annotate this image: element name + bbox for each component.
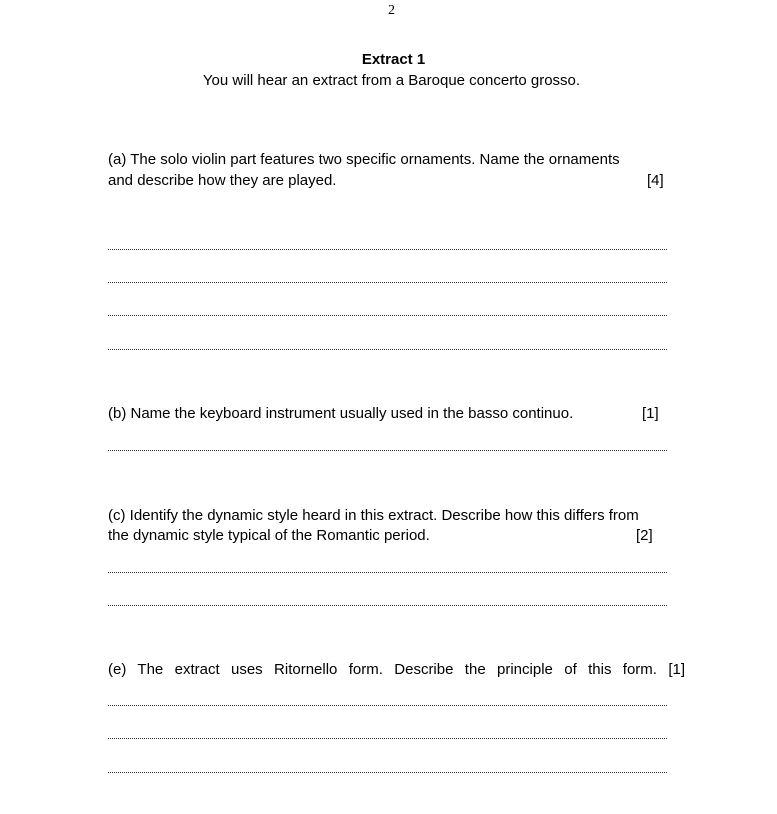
answer-line[interactable] <box>108 282 667 283</box>
question-e-text-line1: (e) The extract uses Ritornello form. Describe the principle of this form. [1] <box>108 661 685 678</box>
question-c-text-line1: (c) Identify the dynamic style heard in this extract. Describe how this differs from <box>108 507 639 524</box>
question-c-text-line2: the dynamic style typical of the Romantic period. <box>108 527 430 544</box>
answer-line[interactable] <box>108 572 667 573</box>
page-number: 2 <box>388 3 395 18</box>
question-c-marks: [2] <box>636 527 653 544</box>
question-b-marks: [1] <box>642 405 659 422</box>
answer-line[interactable] <box>108 738 667 739</box>
extract-intro: You will hear an extract from a Baroque concerto grosso. <box>202 72 581 89</box>
answer-line[interactable] <box>108 315 667 316</box>
extract-title: Extract 1 <box>361 51 426 68</box>
answer-line[interactable] <box>108 450 667 451</box>
question-a-marks: [4] <box>647 172 664 189</box>
question-a-text-line2: and describe how they are played. <box>108 172 337 189</box>
question-a-text-line1: (a) The solo violin part features two specific ornaments. Name the ornaments <box>108 151 620 168</box>
answer-line[interactable] <box>108 249 667 250</box>
answer-line[interactable] <box>108 772 667 773</box>
question-b-text-line1: (b) Name the keyboard instrument usually used in the basso continuo. <box>108 405 574 422</box>
answer-line[interactable] <box>108 605 667 606</box>
answer-line[interactable] <box>108 349 667 350</box>
answer-line[interactable] <box>108 705 667 706</box>
